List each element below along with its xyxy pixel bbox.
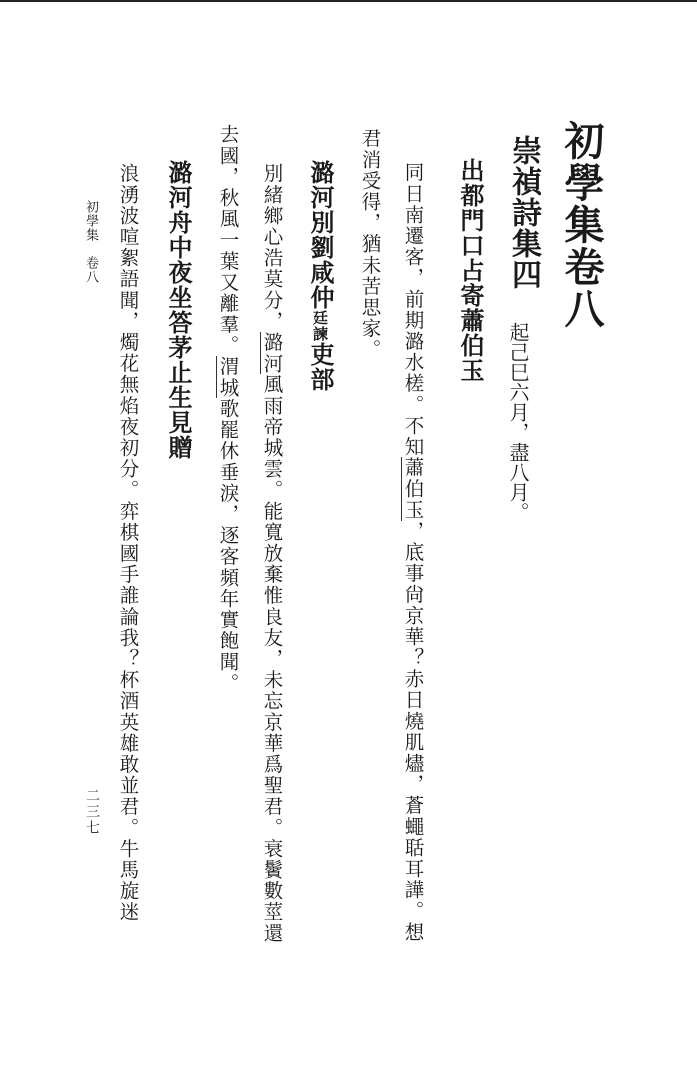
line-text: 風雨帝城雲。能寬放棄惟良友，未忘京華爲聖君。衰鬢數莖還 xyxy=(260,374,284,944)
title-note: 廷諫 xyxy=(311,310,329,342)
proper-name-mark: 渭城 xyxy=(216,356,240,399)
page-top-border xyxy=(0,0,697,2)
poem-2-line-2 xyxy=(218,124,238,694)
poem-title-3: 潞河舟中夜坐答茅止生見贈 xyxy=(164,160,193,460)
title-text: 潞河別劉咸仲 xyxy=(306,160,335,310)
book-title: 初學集卷八 xyxy=(558,120,605,330)
line-text: 去國，秋風一葉又離羣。 xyxy=(216,124,240,357)
proper-name-mark: 潞河 xyxy=(260,331,284,375)
poem-1-line-2: 君消受得，猶未苦思家。 xyxy=(358,128,382,361)
line-text: 同日南遷客，前期潞水槎。不知 xyxy=(401,162,425,458)
date-range-note: 起己巳六月，盡八月。 xyxy=(506,322,530,522)
poem-title-1: 出都門口占寄蕭伯玉 xyxy=(456,158,485,383)
line-text: ，底事尙京華？赤日燒肌燼，蒼蠅聒耳譁。想 xyxy=(401,520,425,943)
running-head: 初學集 卷八 xyxy=(83,200,98,284)
poem-2-line-1 xyxy=(262,163,282,944)
poem-title-2 xyxy=(306,160,335,392)
line-text: 歌罷休垂淚，逐客頻年實飽聞。 xyxy=(216,398,240,694)
poem-1-line-1 xyxy=(403,162,423,943)
line-text: 別緒鄉心浩莫分， xyxy=(260,163,284,332)
collection-title: 崇禎詩集四 xyxy=(506,135,541,290)
proper-name-mark: 蕭伯玉 xyxy=(401,457,425,521)
poem-3-line-1: 浪湧波喧絮語聞，燭花無焰夜初分。弈棋國手誰論我？杯酒英雄敢並君。牛馬旋迷 xyxy=(116,163,140,923)
page-number: 二三七 xyxy=(84,788,100,836)
title-suffix: 吏部 xyxy=(306,342,335,392)
